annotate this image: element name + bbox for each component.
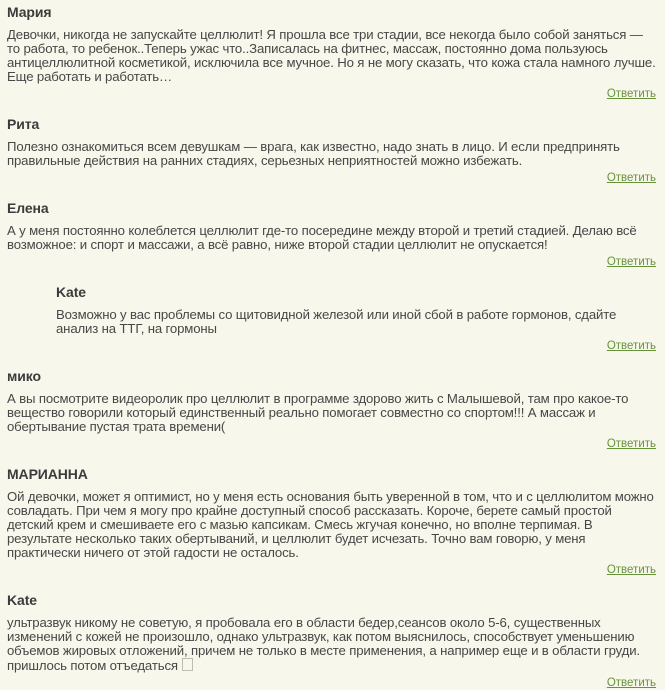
reply-link[interactable]: Ответить	[606, 564, 656, 576]
comment	[7, 369, 656, 451]
reply-row	[56, 338, 656, 353]
comment	[7, 201, 656, 269]
reply-row	[7, 675, 656, 690]
reply-link[interactable]: Ответить	[606, 340, 656, 352]
comment	[7, 593, 656, 690]
comment	[7, 467, 656, 577]
reply-link[interactable]: Ответить	[606, 88, 656, 100]
comment-author: Kate	[7, 592, 37, 608]
reply-link[interactable]: Ответить	[606, 438, 656, 450]
reply-row	[7, 562, 656, 577]
comment	[7, 117, 656, 185]
reply-link[interactable]: Ответить	[606, 677, 656, 689]
reply-row	[7, 170, 656, 185]
comment-text: Ой девочки, может я оптимист, но у меня есть основания быть уверенной в том, что и с целлюлитом можно совладать. При чем я могу про крайне доступный способ рассказать. Короче, берете самый простой детский крем и смешиваете его с мазью капсикам. Смесь жгучая конечно, но вполне терпимая. В результате несколько таких обертываний, и целлюлит будет исчезать. Точно вам говорю, у меня практически ничего от этой гадости не осталось.	[7, 489, 654, 560]
comment-author: Kate	[56, 284, 86, 300]
comment-author: МАРИАННА	[7, 466, 88, 482]
comment-author: мико	[7, 368, 41, 384]
reply-row	[7, 254, 656, 269]
comment-text: ультразвук никому не советую, я пробовала его в области бедер,сеансов около 5-6, существенных изменений с кожей не произошло, однако ультразвук, как потом выяснилось, способствует уменьшению объемов жировых отложений, причем не только в месте применения, а например еще и в области груди. пришлось потом отъедаться	[7, 615, 640, 673]
reply-link[interactable]: Ответить	[606, 256, 656, 268]
comment-text: Девочки, никогда не запускайте целлюлит! Я прошла все три стадии, все некогда было собой заняться — то работа, то ребенок..Теперь ужас что..Записалась на фитнес, массаж, постоянно дома пользуюсь антицеллюлитной косметикой, исключила все мучное. Но я не могу сказать, что кожа стала намного лучше. Еще работать и работать…	[7, 27, 656, 84]
comment	[7, 5, 656, 101]
reply-row	[7, 86, 656, 101]
comment-author: Рита	[7, 116, 40, 132]
reply-row	[7, 436, 656, 451]
comment-author: Мария	[7, 4, 52, 20]
comment-text: Полезно ознакомиться всем девушкам — врага, как известно, надо знать в лицо. И если предпринять правильные действия на ранних стадиях, серьезных неприятностей можно избежать.	[7, 139, 620, 168]
comment-text: А вы посмотрите видеоролик про целлюлит в программе здорово жить с Малышевой, там про какое-то вещество говорили который единственный реально помогает совместно со спортом!!! А массаж и обертывание пустая трата времени(	[7, 391, 629, 434]
comment-text: Возможно у вас проблемы со щитовидной железой или иной сбой в работе гормонов, сдайте анализ на ТТГ, на гормоны	[56, 307, 617, 336]
comment	[56, 285, 656, 353]
comment-text: А у меня постоянно колеблется целлюлит где-то посередине между второй и третий стадией. Делаю всё возможное: и спорт и массажи, а всё равно, ниже второй стадии целлюлит не опускается!	[7, 223, 637, 252]
comment-author: Елена	[7, 200, 49, 216]
reply-link[interactable]: Ответить	[606, 172, 656, 184]
